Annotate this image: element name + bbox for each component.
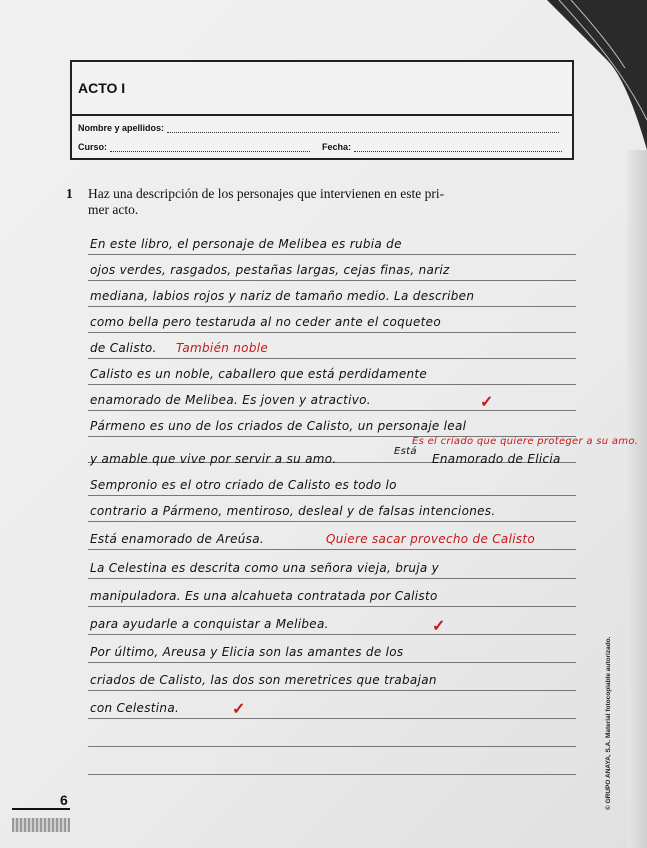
page-spine-shadow [627, 150, 647, 848]
header-box [70, 60, 574, 160]
answer-line-2: ojos verdes, rasgados, pestañas largas, cejas finas, nariz [90, 263, 450, 277]
date-label: Fecha: [322, 142, 352, 152]
course-label: Curso: [78, 142, 107, 152]
question-number: 1 [66, 186, 73, 201]
publisher-copyright: © GRUPO ANAYA, S.A. Material fotocopiable autorizado. [605, 636, 612, 810]
name-field[interactable] [78, 123, 559, 133]
answer-rule [88, 280, 576, 281]
answer-rule [88, 746, 576, 747]
correction-checkmark: ✓ [480, 394, 494, 411]
answer-line-13: La Celestina es descrita como una señora vieja, bruja y [90, 561, 440, 575]
footer-barcode [12, 818, 70, 832]
answer-line-4: como bella pero testaruda al no ceder ante el coqueteo [90, 315, 441, 329]
answer-rule [88, 718, 576, 719]
correction-also-noble: También noble [176, 341, 269, 355]
correction-checkmark: ✓ [232, 701, 246, 718]
answer-rule [88, 495, 576, 496]
date-dotted-line [354, 143, 562, 152]
course-dotted-line [110, 143, 310, 152]
answer-line-10: Sempronio es el otro criado de Calisto es todo lo [90, 478, 397, 492]
answer-rule [88, 634, 576, 635]
answer-line-15: para ayudarle a conquistar a Melibea. [90, 617, 329, 631]
answer-line-17: criados de Calisto, las dos son meretrices que trabajan [90, 673, 437, 687]
answer-line-6: Calisto es un noble, caballero que está perdidamente [90, 367, 428, 381]
answer-rule [88, 254, 576, 255]
answer-line-1: En este libro, el personaje de Melibea es rubia de [90, 237, 402, 251]
answer-line-9: y amable que vive por servir a su amo. [90, 452, 337, 466]
answer-line-12: Está enamorado de Areúsa. [90, 532, 265, 546]
answer-line-5: de Calisto. [90, 341, 157, 355]
answer-rule [88, 690, 576, 691]
answer-rule [88, 521, 576, 522]
answer-rule [88, 332, 576, 333]
answer-line-3: mediana, labios rojos y nariz de tamaño medio. La describen [90, 289, 475, 303]
correction-profit: Quiere sacar provecho de Calisto [326, 532, 536, 546]
answer-rule [88, 774, 576, 775]
answer-rule [88, 306, 576, 307]
question-text-line1: Haz una descripción de los personajes que intervienen en este pri- [88, 186, 445, 201]
answer-insertion-esta: Está [394, 446, 417, 457]
answer-line-11: contrario a Pármeno, mentiroso, desleal y de falsas intenciones. [90, 504, 496, 518]
answer-rule [88, 578, 576, 579]
question-1 [66, 186, 510, 218]
page-number: 6 [60, 792, 68, 808]
answer-rule [88, 662, 576, 663]
answer-rule [88, 410, 576, 411]
course-field[interactable] [78, 142, 562, 152]
name-label: Nombre y apellidos: [78, 123, 165, 133]
answer-rule [88, 606, 576, 607]
answer-rule [88, 358, 576, 359]
answer-line-8: Pármeno es uno de los criados de Calisto, un personaje leal [90, 419, 467, 433]
answer-line-18: con Celestina. [90, 701, 180, 715]
answer-line-14: manipuladora. Es una alcahueta contratada por Calisto [90, 589, 438, 603]
correction-checkmark: ✓ [432, 618, 446, 635]
page-number-rule [12, 808, 70, 810]
answer-line-7: enamorado de Melibea. Es joven y atractivo. [90, 393, 371, 407]
answer-rule [88, 384, 576, 385]
answer-insertion-elicia: Enamorado de Elicia [432, 452, 561, 466]
name-dotted-line [167, 124, 559, 133]
answer-line-16: Por último, Areusa y Elicia son las amantes de los [90, 645, 404, 659]
header-title-band [72, 62, 572, 116]
correction-protect-master: Es el criado que quiere proteger a su amo. [412, 436, 639, 447]
answer-rule [88, 549, 576, 550]
question-text-line2: mer acto. [88, 202, 139, 217]
act-title: ACTO I [78, 80, 126, 96]
